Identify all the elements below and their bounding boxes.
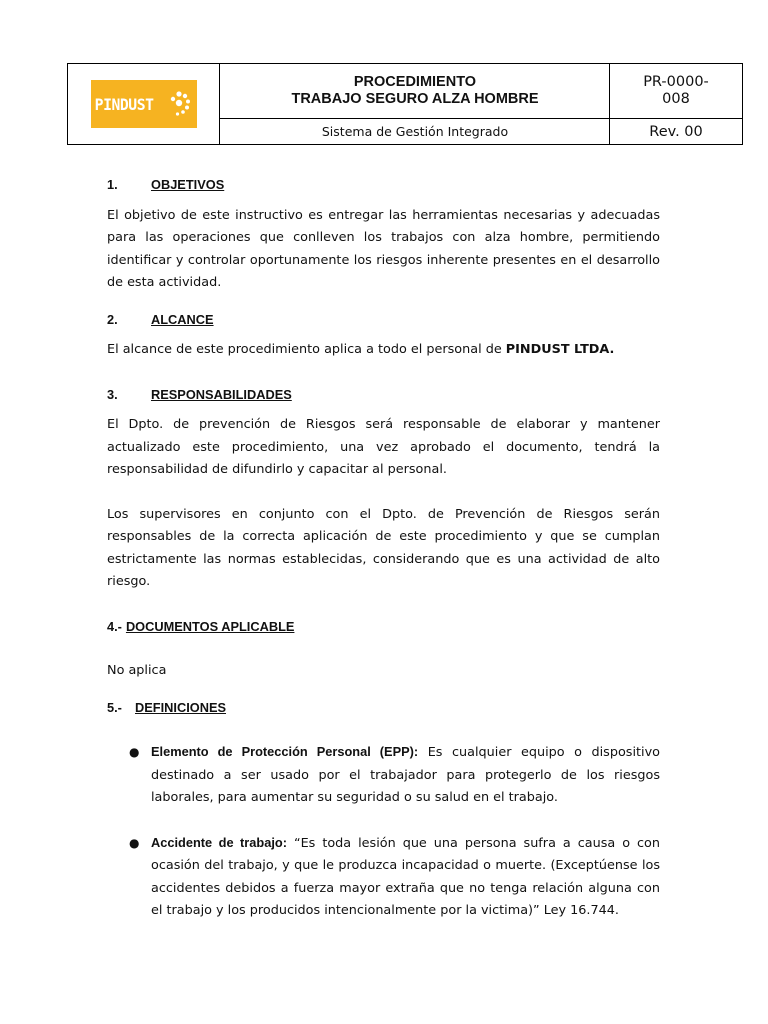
document-body bbox=[107, 174, 660, 923]
section-number: 5.- bbox=[107, 699, 122, 715]
section-number: 4.- bbox=[107, 618, 122, 634]
responsabilidades-paragraph-1: El Dpto. de prevención de Riesgos será responsable de elaborar y mantener actualizado este procedimiento, una vez aprobado el documento, tendrá la responsabilidad de difundirlo y capacitar al personal. bbox=[107, 417, 660, 477]
document-title bbox=[220, 64, 610, 118]
alcance-text: El alcance de este procedimiento aplica a todo el personal de bbox=[107, 342, 506, 357]
section-heading-definiciones bbox=[107, 697, 660, 720]
definition-term: Accidente de trabajo: bbox=[151, 834, 287, 850]
section-number: 3. bbox=[107, 386, 118, 402]
title-line-1: PROCEDIMIENTO bbox=[353, 74, 477, 90]
definition-text: “Es toda lesión que una persona sufra a causa o con ocasión del trabajo, y que le produzca incapacidad o muerte. (Exceptúense los accidentes debidos a fuerza mayor extraña que no tenga relación alguna con el trabajo y los producidos intencionalmente por la victima)” Ley 16.744. bbox=[151, 835, 660, 918]
revision-number: Rev. 00 bbox=[649, 123, 703, 140]
bullet-icon: ● bbox=[129, 835, 140, 850]
code-line-2: 008 bbox=[662, 91, 690, 107]
logo-cell bbox=[68, 64, 220, 144]
definitions-list bbox=[107, 741, 660, 923]
section-title: ALCANCE bbox=[151, 311, 214, 327]
documentos-paragraph: No aplica bbox=[107, 663, 167, 678]
section-title: DOCUMENTOS APLICABLE bbox=[125, 618, 295, 634]
document-header-table bbox=[67, 63, 743, 145]
bullet-icon: ● bbox=[129, 745, 140, 759]
section-title: RESPONSABILIDADES bbox=[151, 386, 292, 402]
responsabilidades-paragraph-2: Los supervisores en conjunto con el Dpto. de Prevención de Riesgos serán responsables de la correcta aplicación de este procedimiento y que se cumplan estrictamente las normas establecidas, considerando que es una actividad de alto riesgo. bbox=[107, 506, 660, 589]
section-number: 2. bbox=[107, 311, 118, 327]
list-item bbox=[107, 832, 660, 923]
section-title: OBJETIVOS bbox=[151, 177, 225, 192]
section-title: DEFINICIONES bbox=[135, 699, 227, 715]
definition-text: Es cualquier equipo o dispositivo destinado a ser usado por el trabajador para protegerlo de los riesgos laborales, para aumentar su seguridad o su salud en el trabajo. bbox=[151, 745, 660, 805]
list-item bbox=[107, 741, 660, 810]
objetivos-paragraph: El objetivo de este instructivo es entregar las herramientas necesarias y adecuadas para las operaciones que conlleven los trabajos con alza hombre, permitiendo identificar y controlar oportunamente los riesgos inherente presentes en el desarrollo de esta actividad. bbox=[107, 207, 660, 290]
section-heading-responsabilidades bbox=[107, 384, 660, 407]
document-code bbox=[610, 64, 742, 118]
definition-term: Elemento de Protección Personal (EPP): bbox=[151, 744, 419, 759]
company-name: PINDUST LTDA. bbox=[505, 342, 615, 357]
section-heading-documentos bbox=[107, 616, 660, 639]
logo-dots-icon bbox=[169, 90, 191, 118]
section-heading-objetivos bbox=[107, 174, 660, 197]
section-heading-alcance bbox=[107, 309, 660, 332]
alcance-paragraph bbox=[107, 339, 660, 362]
code-line-1: PR-0000- bbox=[643, 74, 709, 90]
company-logo bbox=[91, 80, 197, 128]
management-system: Sistema de Gestión Integrado bbox=[321, 124, 509, 139]
logo-text: PINDUST bbox=[94, 94, 154, 114]
section-number: 1. bbox=[107, 177, 118, 192]
title-line-2: TRABAJO SEGURO ALZA HOMBRE bbox=[291, 91, 539, 107]
